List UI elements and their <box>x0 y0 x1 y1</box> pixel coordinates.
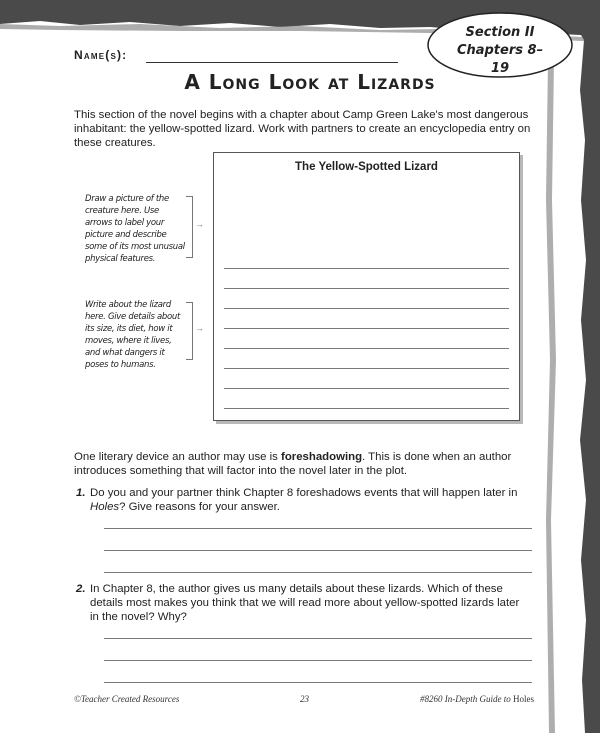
write-bracket <box>186 302 193 360</box>
footer-guide <box>420 694 534 704</box>
intro-paragraph: This section of the novel begins with a chapter about Camp Green Lake's most dangerous inhabitant: the yellow-spotted lizard. Work with partners to create an encyclopedia entry on these creatures. <box>74 109 531 149</box>
picture-arrow-icon: → <box>195 219 204 229</box>
entry-line[interactable] <box>224 328 509 329</box>
entry-line[interactable] <box>224 408 509 409</box>
device-text-before: One literary device an author may use is <box>74 451 282 463</box>
answer-line[interactable] <box>104 660 532 661</box>
write-arrow-icon: → <box>195 323 204 333</box>
foreshadowing-paragraph <box>74 450 544 478</box>
device-text-after: . This is done when an author introduces something that will factor into the novel later in the plot. <box>74 451 512 477</box>
picture-instructions: Draw a picture of the creature here. Use arrows to label your picture and describe some of its most unusual physical features. <box>85 194 185 264</box>
right-brush-streak <box>546 60 556 733</box>
picture-bracket <box>186 196 193 258</box>
question-text: In Chapter 8, the author gives us many details about these lizards. Which of these details most makes you think that we will read more about yellow-spotted lizards later in the novel? Why? <box>90 583 520 623</box>
question-number: 1. <box>76 487 86 499</box>
device-term: foreshadowing <box>281 451 363 463</box>
question-text: Do you and your partner think Chapter 8 foreshadows events that will happen later in <box>90 487 518 499</box>
section-number: Section II <box>465 25 535 40</box>
page-title: A Long Look at Lizards <box>184 70 436 94</box>
write-instructions: Write about the lizard here. Give details about its size, its diet, how it moves, where it lives, and what dangers it poses to humans. <box>85 300 180 370</box>
book-title: Holes <box>90 501 120 513</box>
question-text-end: ? Give reasons for your answer. <box>119 501 280 513</box>
right-brush-border <box>560 0 600 733</box>
answer-line[interactable] <box>104 682 532 683</box>
entry-line[interactable] <box>224 308 509 309</box>
entry-line[interactable] <box>224 368 509 369</box>
entry-line[interactable] <box>224 348 509 349</box>
footer-guide-book: Holes <box>512 694 534 704</box>
entry-line[interactable] <box>224 288 509 289</box>
answer-line[interactable] <box>104 528 532 529</box>
answer-line[interactable] <box>104 572 532 573</box>
question-2 <box>76 582 530 624</box>
entry-line[interactable] <box>224 268 509 269</box>
footer-guide-prefix: #8260 In-Depth Guide to <box>420 694 513 704</box>
name-label: Name(s): <box>74 48 128 62</box>
section-chapters: Chapters 8–19 <box>456 43 544 76</box>
encyclopedia-entry-box[interactable] <box>213 152 520 421</box>
footer-publisher: ©Teacher Created Resources <box>74 694 180 704</box>
question-1 <box>76 486 530 514</box>
question-number: 2. <box>76 583 86 595</box>
footer-page-number: 23 <box>300 694 309 704</box>
answer-line[interactable] <box>104 638 532 639</box>
entry-line[interactable] <box>224 388 509 389</box>
entry-box-title: The Yellow-Spotted Lizard <box>295 161 438 173</box>
answer-line[interactable] <box>104 550 532 551</box>
name-input-line[interactable] <box>146 62 398 63</box>
